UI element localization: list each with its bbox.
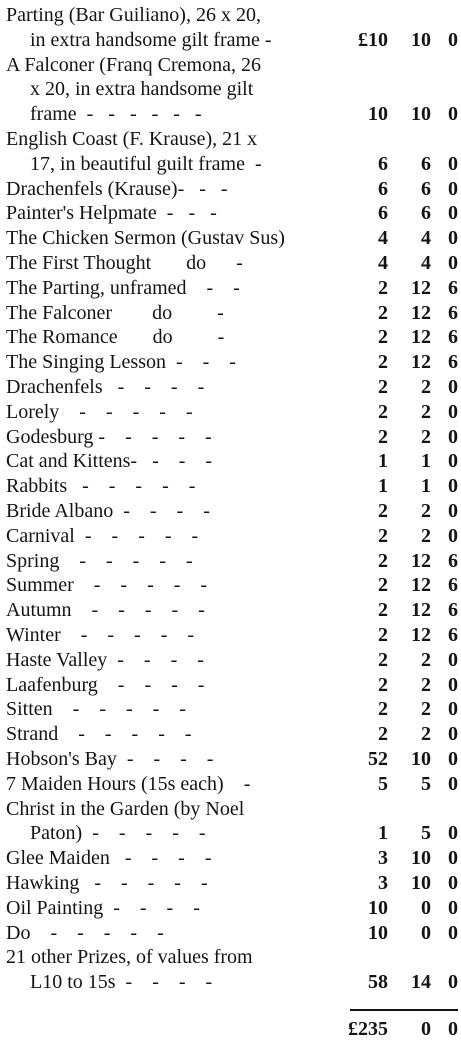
list-item [0, 251, 461, 276]
list-item [0, 77, 461, 102]
amount-shillings: 6 [421, 177, 431, 200]
item-description: Sitten - - - - - [6, 698, 186, 721]
amount-pence: 0 [448, 748, 458, 770]
amount-pence: 0 [448, 971, 458, 994]
item-description: Bride Albano - - - - [6, 500, 210, 522]
amount-pence: 0 [448, 252, 458, 274]
amount-pounds: 1 [378, 450, 388, 473]
amount-pounds: 4 [378, 227, 388, 250]
list-item [0, 226, 461, 251]
total-shillings: 0 [421, 1018, 431, 1040]
list-item [0, 747, 461, 772]
list-item [0, 474, 461, 499]
amount-pounds: 2 [378, 723, 388, 746]
item-description: Haste Valley - - - - [6, 648, 204, 671]
item-description-continued: 17, in beautiful guilt frame - [30, 152, 262, 175]
item-description: The Falconer do - [6, 301, 224, 324]
total-rule [350, 1009, 458, 1011]
list-item [0, 945, 461, 970]
amount-pence: 6 [448, 624, 458, 646]
amount-pence: 0 [448, 872, 458, 894]
amount-shillings: 2 [421, 648, 431, 671]
amount-shillings: 2 [421, 400, 431, 423]
amount-pence: 6 [448, 301, 458, 324]
amount-pence: 0 [448, 500, 458, 522]
amount-pounds: £10 [358, 28, 388, 51]
amount-pounds: 3 [378, 847, 388, 870]
list-item [0, 623, 461, 648]
amount-pounds: 10 [368, 103, 388, 126]
amount-shillings: 2 [421, 425, 431, 448]
amount-shillings: 1 [421, 475, 431, 498]
list-item [0, 375, 461, 400]
list-item [0, 276, 461, 301]
list-item [0, 152, 461, 177]
list-item [0, 797, 461, 822]
amount-pence: 0 [448, 847, 458, 870]
item-description: Rabbits - - - - - [6, 475, 196, 498]
item-description: Autumn - - - - - [6, 599, 205, 622]
amount-pounds: 4 [378, 252, 388, 274]
amount-pence: 0 [448, 177, 458, 200]
amount-pence: 0 [448, 376, 458, 398]
amount-pence: 6 [448, 574, 458, 597]
item-description: English Coast (F. Krause), 21 x [6, 128, 258, 150]
amount-pounds: 2 [378, 624, 388, 646]
list-item [0, 499, 461, 524]
item-description: Oil Painting - - - - [6, 896, 200, 919]
amount-pounds: 2 [378, 549, 388, 572]
item-description: Strand - - - - - [6, 723, 192, 746]
list-item [0, 102, 461, 127]
amount-pounds: 2 [378, 326, 388, 349]
amount-pence: 6 [448, 326, 458, 349]
amount-shillings: 12 [411, 351, 431, 374]
amount-pence: 6 [448, 599, 458, 622]
amount-pounds: 6 [378, 152, 388, 175]
list-item [0, 648, 461, 673]
amount-pounds: 52 [368, 748, 388, 770]
list-item [0, 3, 461, 28]
item-description: The Romance do - [6, 326, 225, 349]
item-description: 21 other Prizes, of values from [6, 946, 253, 969]
amount-shillings: 4 [421, 252, 431, 274]
amount-pence: 0 [448, 475, 458, 498]
list-item [0, 549, 461, 574]
list-item [0, 53, 461, 78]
item-description-continued: in extra handsome gilt frame - [30, 28, 272, 51]
amount-pounds: 2 [378, 276, 388, 299]
amount-pounds: 2 [378, 698, 388, 721]
amount-shillings: 10 [411, 103, 431, 126]
amount-pounds: 2 [378, 599, 388, 622]
amount-shillings: 6 [421, 152, 431, 175]
item-description: The Singing Lesson - - - [6, 351, 236, 374]
amount-pence: 0 [448, 227, 458, 250]
list-item [0, 573, 461, 598]
item-description: Hawking - - - - - [6, 872, 208, 894]
list-item [0, 201, 461, 226]
list-item [0, 821, 461, 846]
amount-shillings: 2 [421, 376, 431, 398]
amount-pence: 0 [448, 698, 458, 721]
list-item [0, 425, 461, 450]
item-description: Winter - - - - - [6, 624, 195, 646]
amount-pounds: 10 [368, 921, 388, 944]
amount-shillings: 12 [411, 624, 431, 646]
amount-pounds: 10 [368, 896, 388, 919]
amount-shillings: 6 [421, 202, 431, 225]
list-item [0, 325, 461, 350]
amount-pence: 0 [448, 450, 458, 473]
amount-pounds: 2 [378, 673, 388, 696]
item-description: Godesburg - - - - - [6, 425, 212, 448]
amount-pounds: 1 [378, 822, 388, 845]
amount-pounds: 2 [378, 351, 388, 374]
amount-shillings: 10 [411, 28, 431, 51]
list-item [0, 524, 461, 549]
item-description: Spring - - - - - [6, 549, 193, 572]
list-item [0, 301, 461, 326]
amount-shillings: 12 [411, 574, 431, 597]
amount-shillings: 2 [421, 723, 431, 746]
amount-pence: 0 [448, 896, 458, 919]
item-description: Carnival - - - - - [6, 524, 199, 547]
amount-shillings: 12 [411, 326, 431, 349]
amount-pence: 6 [448, 276, 458, 299]
item-description: Parting (Bar Guiliano), 26 x 20, [6, 4, 261, 26]
item-description: Cat and Kittens- - - - [6, 450, 213, 473]
amount-pence: 0 [448, 822, 458, 845]
item-description: Painter's Helpmate - - - [6, 202, 217, 225]
amount-pence: 0 [448, 921, 458, 944]
list-item [0, 177, 461, 202]
amount-pounds: 5 [378, 772, 388, 795]
list-item [0, 722, 461, 747]
amount-shillings: 10 [411, 847, 431, 870]
amount-shillings: 5 [421, 822, 431, 845]
list-item [0, 127, 461, 152]
amount-shillings: 2 [421, 698, 431, 721]
amount-shillings: 12 [411, 301, 431, 324]
item-description: A Falconer (Franq Cremona, 26 [6, 53, 261, 76]
list-item [0, 970, 461, 995]
item-description: The Chicken Sermon (Gustav Sus) [6, 227, 285, 250]
amount-pence: 0 [448, 723, 458, 746]
amount-pence: 0 [448, 152, 458, 175]
list-item [0, 400, 461, 425]
amount-pounds: 2 [378, 425, 388, 448]
list-item [0, 921, 461, 946]
item-description: Lorely - - - - - [6, 400, 193, 423]
amount-shillings: 2 [421, 673, 431, 696]
item-description: The First Thought do - [6, 252, 243, 274]
amount-pounds: 2 [378, 400, 388, 423]
amount-pence: 0 [448, 103, 458, 126]
amount-pounds: 1 [378, 475, 388, 498]
item-description-continued: Paton) - - - - - [30, 822, 206, 845]
item-description: The Parting, unframed - - [6, 276, 240, 299]
amount-pence: 0 [448, 28, 458, 51]
amount-shillings: 4 [421, 227, 431, 250]
list-item [0, 871, 461, 896]
total-row [0, 1017, 461, 1042]
amount-pence: 0 [448, 673, 458, 696]
amount-shillings: 12 [411, 599, 431, 622]
amount-shillings: 0 [421, 896, 431, 919]
item-description: Christ in the Garden (by Noel [6, 797, 245, 820]
amount-shillings: 12 [411, 276, 431, 299]
total-pounds: £235 [348, 1018, 388, 1040]
amount-shillings: 2 [421, 500, 431, 522]
amount-pence: 0 [448, 400, 458, 423]
amount-pounds: 2 [378, 376, 388, 398]
amount-pounds: 2 [378, 500, 388, 522]
amount-pence: 0 [448, 202, 458, 225]
list-item [0, 846, 461, 871]
amount-shillings: 2 [421, 524, 431, 547]
amount-shillings: 10 [411, 748, 431, 770]
list-item [0, 449, 461, 474]
item-description: Hobson's Bay - - - - [6, 748, 214, 770]
item-description: Glee Maiden - - - - [6, 847, 212, 870]
amount-pence: 0 [448, 772, 458, 795]
list-item [0, 896, 461, 921]
total-pence: 0 [448, 1018, 458, 1040]
amount-pounds: 2 [378, 574, 388, 597]
item-description: 7 Maiden Hours (15s each) - [6, 772, 251, 795]
list-item [0, 673, 461, 698]
amount-pence: 6 [448, 549, 458, 572]
amount-pence: 0 [448, 524, 458, 547]
list-item [0, 28, 461, 53]
amount-shillings: 1 [421, 450, 431, 473]
item-description: Do - - - - - [6, 921, 164, 944]
amount-pounds: 3 [378, 872, 388, 894]
amount-shillings: 14 [411, 971, 431, 994]
item-description-continued: frame - - - - - - [30, 103, 202, 126]
amount-pounds: 58 [368, 971, 388, 994]
item-description: Drachenfels - - - - [6, 376, 205, 398]
item-description: Laafenburg - - - - [6, 673, 205, 696]
item-description: Summer - - - - - [6, 574, 208, 597]
amount-pence: 0 [448, 425, 458, 448]
amount-pounds: 6 [378, 202, 388, 225]
list-item [0, 350, 461, 375]
item-description-continued: x 20, in extra handsome gilt [30, 78, 254, 101]
amount-pounds: 6 [378, 177, 388, 200]
item-description: Drachenfels (Krause)- - - [6, 177, 228, 200]
list-item [0, 697, 461, 722]
amount-pounds: 2 [378, 301, 388, 324]
amount-shillings: 0 [421, 921, 431, 944]
item-description-continued: L10 to 15s - - - - [30, 971, 213, 994]
list-item [0, 772, 461, 797]
amount-shillings: 12 [411, 549, 431, 572]
amount-pence: 0 [448, 648, 458, 671]
list-item [0, 598, 461, 623]
amount-shillings: 5 [421, 772, 431, 795]
amount-shillings: 10 [411, 872, 431, 894]
amount-pounds: 2 [378, 648, 388, 671]
amount-pounds: 2 [378, 524, 388, 547]
amount-pence: 6 [448, 351, 458, 374]
